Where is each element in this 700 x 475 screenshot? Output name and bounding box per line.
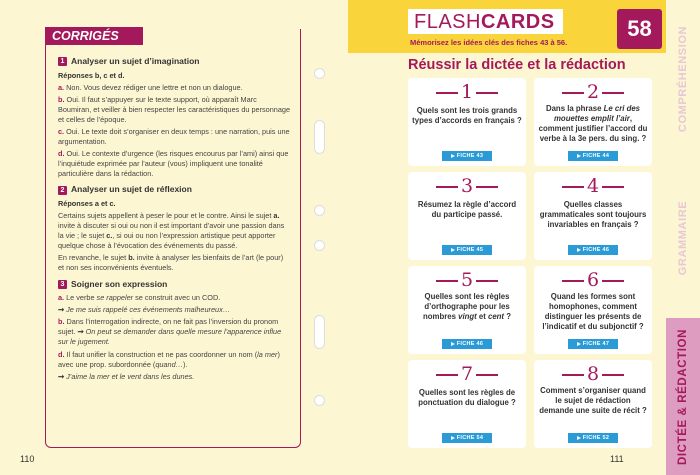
flashcard-question: Quelles sont les règles de ponctuation du dialogue ? (418, 388, 516, 407)
page-number-left: 110 (20, 454, 35, 464)
section-2-title-text: Analyser un sujet de réflexion (71, 184, 192, 195)
flashcard-number: 6 (534, 269, 652, 291)
play-arrow-icon (451, 248, 455, 252)
fiche-link[interactable]: FICHE 52 (568, 433, 618, 443)
section-3-item-d-example: ➞ J’aime la mer et le vent dans les dunes. (58, 371, 195, 381)
section-2-paragraph-1: Certains sujets appellent à peser le pour et le contre. Ainsi le sujet a. invite à discuter si oui ou non il est important d’avoir une passion dans la vie ; le sujet c., si oui ou non l’expression artistique peut apporter quelque chose à l’évocation des événements du passé. (58, 211, 285, 251)
fiche-link[interactable]: FICHE 46 (568, 245, 618, 255)
flashcard-question: Quelles sont les règles d’orthographe pour les nombres vingt et cent ? (423, 292, 511, 321)
flashcard-number: 8 (534, 363, 652, 385)
section-2-number: 2 (58, 186, 67, 195)
binder-hole (314, 205, 325, 216)
tab-comprehension[interactable]: COMPRÉHENSION (666, 0, 700, 158)
flashcard-1[interactable] (408, 78, 526, 166)
section-2-answers: Réponses a et c. (58, 199, 116, 209)
arrow-icon: ➞ (58, 305, 65, 315)
flashcard-number: 3 (408, 175, 526, 197)
binder-hole (314, 395, 325, 406)
flashcard-5[interactable] (408, 266, 526, 354)
play-arrow-icon (451, 436, 455, 440)
flashcard-question: Résumez la règle d’accord du participe passé. (417, 200, 517, 219)
flashcard-question: Dans la phrase Le cri des mouettes emplit l’air, comment justifier l’accord du verbe à la 3e pers. du sing. ? (538, 104, 648, 143)
binder-slot (314, 315, 325, 349)
section-3-item-a-example: ➞ Je me suis rappelé ces événements malheureux… (58, 305, 231, 315)
flashcard-question: Comment s’organiser quand le sujet de rédaction demande une suite de récit ? (539, 386, 647, 415)
fiche-link[interactable]: FICHE 47 (568, 339, 618, 349)
section-2-paragraph-2: En revanche, le sujet b. invite à analyser les bienfaits de l’art (le pour) et non ses inconvénients éventuels. (58, 253, 284, 273)
section-3-item-d: d. Il faut unifier la construction et ne pas coordonner un nom (la mer) avec une prop. subordonnée (quand…). (58, 349, 280, 369)
right-page (348, 0, 700, 475)
section-1-answers: Réponses b, c et d. (58, 70, 125, 80)
flashcard-number: 4 (534, 175, 652, 197)
fiche-link[interactable]: FICHE 45 (442, 245, 492, 255)
section-1-item-b: b. Oui. Il faut s’appuyer sur le texte support, où apparaît Marc Boumiran, et veiller à bien respecter les caractéristiques du personnage et celles de l’époque. (58, 94, 291, 124)
corriges-tab: CORRIGÉS (45, 27, 143, 45)
flashcards-subtitle: Mémorisez les idées clés des fiches 43 à 56. (410, 38, 568, 47)
section-3-item-a: a. Le verbe se rappeler se construit avec un COD. (58, 293, 221, 303)
flashcard-4[interactable] (534, 172, 652, 260)
section-1-item-c: c. Oui. Le texte doit s’organiser en deux temps : une narration, puis une argumentation. (58, 127, 290, 147)
fiche-link[interactable]: FICHE 54 (442, 433, 492, 443)
section-3-number: 3 (58, 280, 67, 289)
flashcard-6[interactable] (534, 266, 652, 354)
binder-slot (314, 120, 325, 154)
fiche-link[interactable]: FICHE 46 (442, 339, 492, 349)
flashcard-question: Quelles classes grammaticales sont toujours invariables en français ? (539, 200, 647, 229)
flashcard-question: Quels sont les trois grands types d’accords en français ? (412, 106, 522, 125)
play-arrow-icon (577, 154, 581, 158)
flashcard-number: 1 (408, 81, 526, 103)
fiche-number-badge: 58 (617, 9, 662, 49)
section-1-item-a: a. Non. Vous devez rédiger une lettre et non un dialogue. (58, 82, 243, 92)
flashcard-number: 2 (534, 81, 652, 103)
fiche-link[interactable]: FICHE 44 (568, 151, 618, 161)
binder-holes (306, 0, 336, 475)
flashcard-8[interactable] (534, 360, 652, 448)
flashcard-number: 7 (408, 363, 526, 385)
section-2-title (58, 184, 290, 196)
section-3-title-text: Soigner son expression (71, 278, 168, 289)
binder-hole (314, 68, 325, 79)
play-arrow-icon (577, 342, 581, 346)
section-1-item-d: d. Oui. Le contexte d’urgence (les risques encourus par l’ami) ainsi que l’inquiétude exprimée par l’auteur (vous) impliquent une tonalité particulière dans la rédaction. (58, 149, 289, 179)
tab-dictee-redaction[interactable]: DICTÉE & RÉDACTION (666, 318, 700, 475)
play-arrow-icon (451, 154, 455, 158)
section-1-title (58, 56, 290, 68)
tab-grammaire[interactable]: GRAMMAIRE (666, 158, 700, 318)
corriges-content (58, 52, 290, 384)
section-1-title-text: Analyser un sujet d’imagination (71, 56, 200, 66)
arrow-icon: ➞ (77, 327, 84, 337)
left-page (0, 0, 348, 475)
play-arrow-icon (451, 342, 455, 346)
page-number-right: 111 (610, 454, 624, 464)
binder-hole (314, 240, 325, 251)
arrow-icon: ➞ (58, 371, 65, 381)
flashcard-7[interactable] (408, 360, 526, 448)
section-3-item-b: b. Dans l’interrogation indirecte, on ne fait pas l’inversion du pronom sujet. ➞ On peut se demander dans quelle mesure l’apparence influe sur le jugement. (58, 317, 282, 347)
flashcard-question: Quand les formes sont homophones, comment distinguer les présents de l’indicatif et du subjonctif ? (542, 292, 644, 331)
flashcard-2[interactable] (534, 78, 652, 166)
section-1-number: 1 (58, 57, 67, 66)
play-arrow-icon (577, 248, 581, 252)
fiche-link[interactable]: FICHE 43 (442, 151, 492, 161)
flashcards-title: FLASHCARDS (408, 9, 563, 34)
section-3-title (58, 279, 290, 291)
play-arrow-icon (577, 436, 581, 440)
page-title: Réussir la dictée et la rédaction (408, 57, 626, 73)
flashcard-number: 5 (408, 269, 526, 291)
flashcard-3[interactable] (408, 172, 526, 260)
